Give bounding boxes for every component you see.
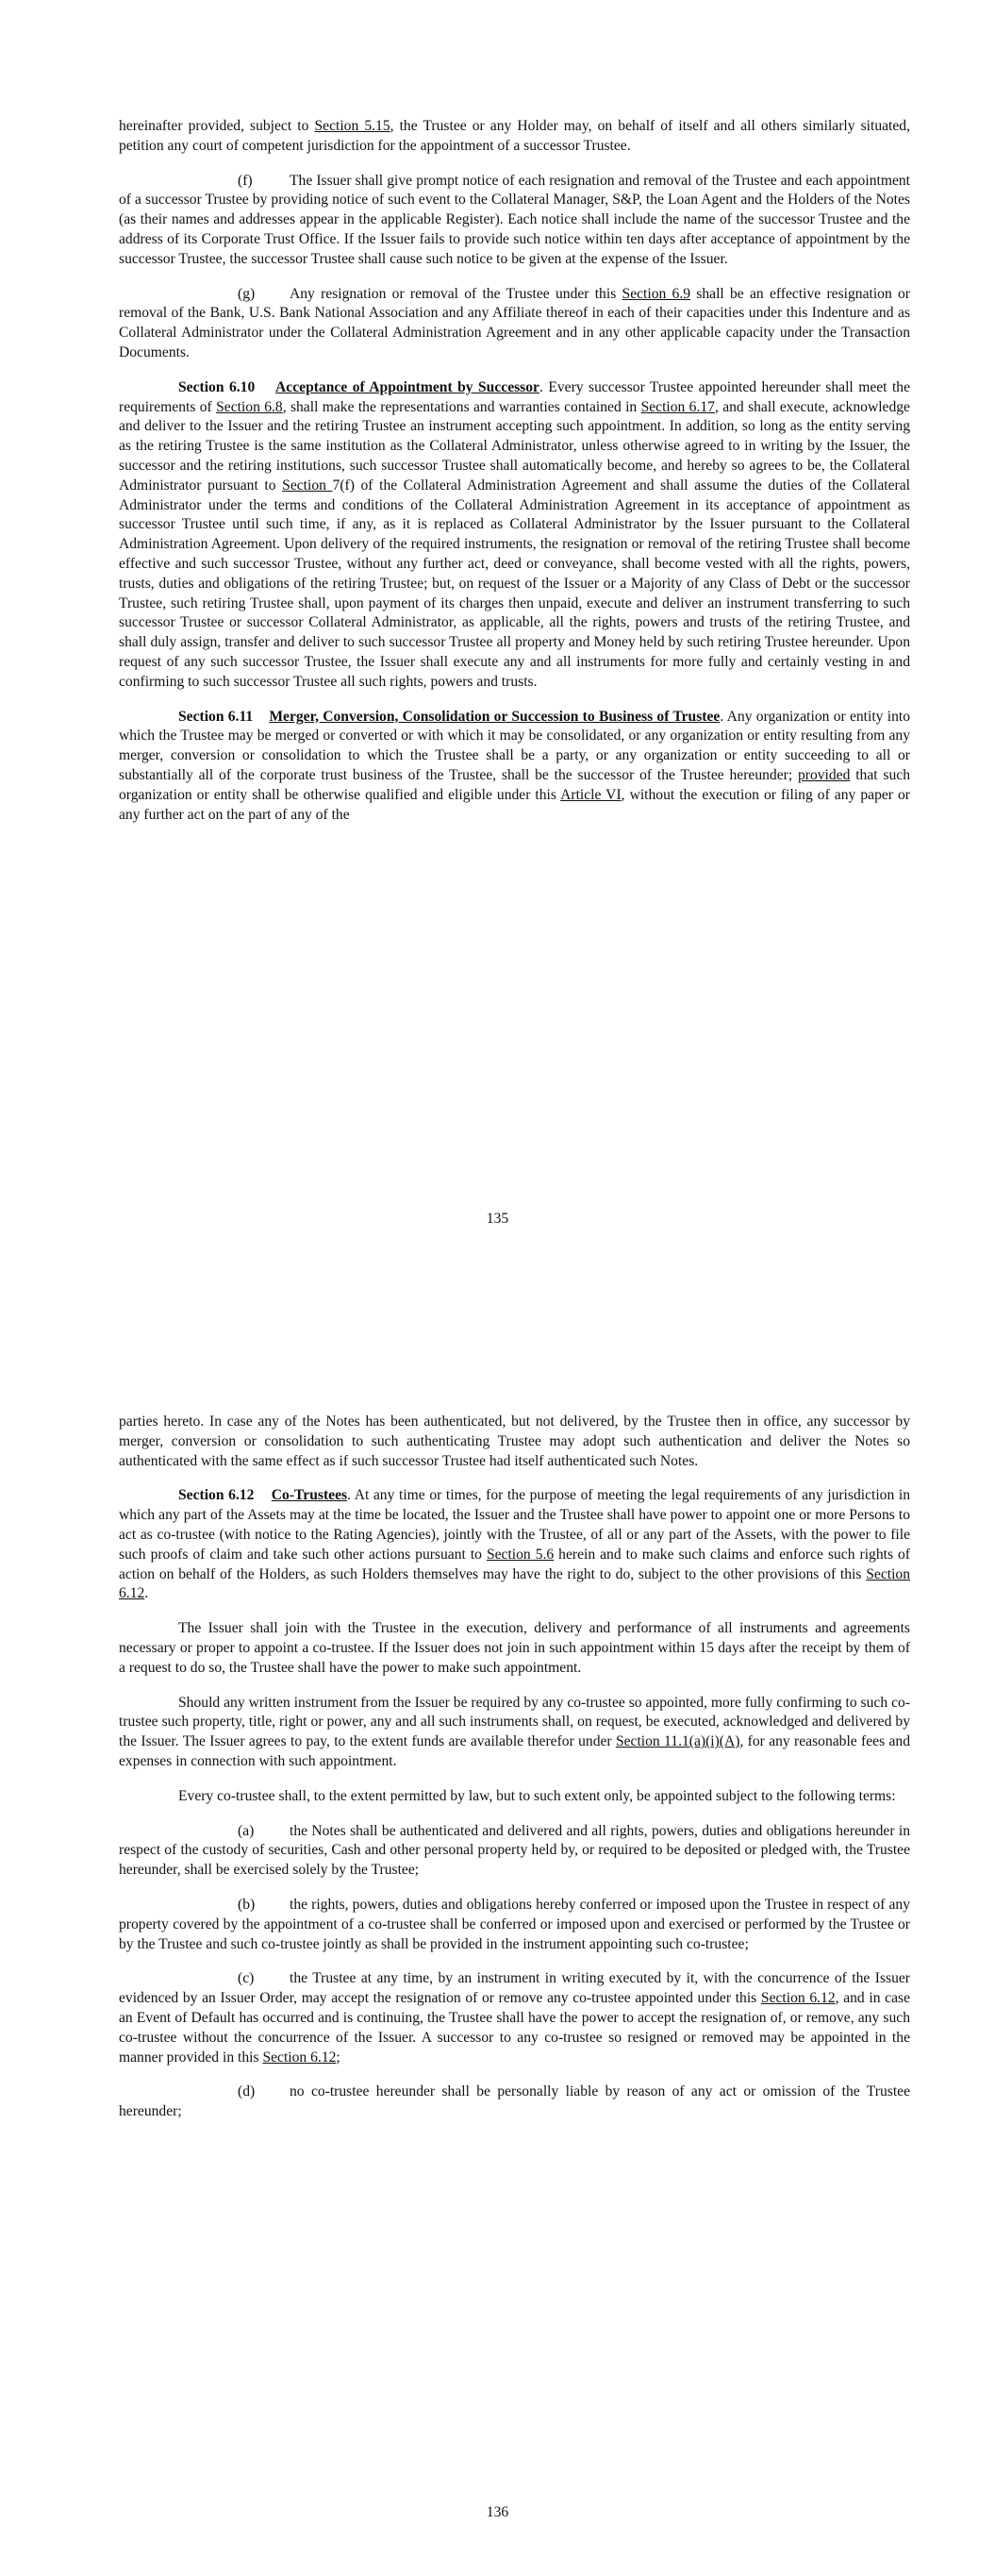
cross-reference: Article VI [560, 786, 622, 803]
section-title: Co-Trustees [271, 1487, 348, 1504]
page-number: 135 [486, 1211, 509, 1227]
clause-number: (g) [238, 285, 256, 302]
clause-c: (c) the Trustee at any time, by an instrument in writing executed by it, with the concurrence of the Issuer evidenced by an Issuer Order, may accept the resignation of or remove any co-trustee appointed under this Section 6.12, and in case an Event of Default has occurred and is continuing, the Trustee shall have the power to accept the resignation of, or remove, any such co-trustee without the concurrence of the Issuer. A successor to any co-trustee so resigned or removed may be appointed in the manner provided in this Section 6.12; [119, 1970, 910, 2066]
clause-number: (c) [238, 1970, 255, 1987]
section-title: Acceptance of Appointment by Successor [275, 378, 539, 395]
clause-b: (b) the rights, powers, duties and obligations hereby conferred or imposed upon the Trustee in respect of any property covered by the appointment of a co-trustee shall be conferred or imposed upon and exercised or performed by the Trustee or by the Trustee and such co-trustee jointly as shall be provided in the instrument appointing such co-trustee; [119, 1896, 910, 1952]
section-6-11: Section 6.11 Merger, Conversion, Consolidation or Succession to Business of Trustee. Any organization or entity into which the Trustee may be merged or converted or with which it may be consolidated, or any organization or entity resulting from any merger, conversion or consolidation to which the Trustee shall be a party, or any organization or entity succeeding to all or substantially all of the corporate trust business of the Trustee, shall be the successor of the Trustee hereunder; provided that such organization or entity shall be otherwise qualified and eligible under this Article VI, without the execution or filing of any paper or any further act on the part of any of the [119, 708, 911, 823]
section-label: Section 6.11 [178, 708, 254, 725]
cross-reference: Section 5.6 [486, 1546, 555, 1563]
clause-f: (f) The Issuer shall give prompt notice of each resignation and removal of the Trustee and each appointment of a successor Trustee by providing notice of such event to the Collateral Manager, S&P, the Loan Agent and the Holders of the Notes (as their names and addresses appear in the applicable Register). Each notice shall include the name of the successor Trustee and the address of its Corporate Trust Office. If the Issuer fails to provide such notice within ten days after acceptance of appointment by the successor Trustee, the successor Trustee shall cause such notice to be given at the expense of the Issuer. [119, 172, 910, 267]
section-title: Merger, Conversion, Consolidation or Succession to Business of Trustee [269, 708, 721, 725]
section-label: Section 6.10 [178, 378, 256, 395]
section-6-10: Section 6.10 Acceptance of Appointment by Successor. Every successor Trustee appointed hereunder shall meet the requirements of Section 6.8, shall make the representations and warranties contained in Section 6.17, and shall execute, acknowledge and deliver to the Issuer and the retiring Trustee an instrument accepting such appointment. In addition, so long as the entity serving as the retiring Trustee is the same institution as the Collateral Administrator, unless otherwise agreed to in writing by the Issuer, the successor and the retiring institutions, such successor Trustee shall automatically become, and hereby so agrees to be, the Collateral Administrator pursuant to Section 7(f) of the Collateral Administration Agreement and shall assume the duties of the Collateral Administrator under the terms and conditions of the Collateral Administration Agreement in its acceptance of appointment as successor Trustee until such time, if any, as it is replaced as Collateral Administrator by the Issuer pursuant to the Collateral Administration Agreement. Upon delivery of the required instruments, the resignation or removal of the retiring Trustee shall become effective and such successor Trustee, without any further act, deed or conveyance, shall become vested with all the rights, powers, trusts, duties and obligations of the retiring Trustee; but, on request of the Issuer or a Majority of any Class of Debt or the successor Trustee, such retiring Trustee shall, upon payment of its charges then unpaid, execute and deliver an instrument transferring to such successor Trustee or successor Collateral Administrator, as applicable, all the rights, powers and trusts of the retiring Trustee, and shall duly assign, transfer and deliver to such successor Trustee all property and Money held by such retiring Trustee hereunder. Upon request of any such successor Trustee, the Issuer shall execute any and all instruments for more fully and certainly vesting in and confirming to such successor Trustee all such rights, powers and trusts. [119, 378, 911, 690]
clause-d: (d) no co-trustee hereunder shall be personally liable by reason of any act or omission of the Trustee hereunder; [119, 2083, 910, 2120]
cross-reference: Section 6.9 [622, 285, 691, 302]
clause-number: (d) [238, 2083, 256, 2100]
page-number: 136 [486, 2504, 509, 2520]
cross-reference: Section 6.17 [640, 398, 715, 415]
cross-reference: Section 6.8 [216, 398, 283, 415]
page-136-body [119, 1413, 910, 2137]
section-label: Section 6.12 [178, 1487, 255, 1504]
paragraph: Should any written instrument from the Issuer be required by any co-trustee so appointed, more fully confirming to such co-trustee such property, title, right or power, any and all such instruments shall, on request, be executed, acknowledged and delivered by the Issuer. The Issuer agrees to pay, to the extent funds are available therefor under Section 11.1(a)(i)(A), for any reasonable fees and expenses in connection with such appointment. [119, 1694, 910, 1769]
paragraph: The Issuer shall join with the Trustee in the execution, delivery and performance of all instruments and agreements necessary or proper to appoint a co-trustee. If the Issuer does not join in such appointment within 15 days after the receipt by them of a request to do so, the Trustee shall have the power to make such appointment. [119, 1620, 910, 1676]
clause-number: (a) [238, 1822, 255, 1839]
paragraph-continuation: parties hereto. In case any of the Notes has been authenticated, but not delivered, by the Trustee then in office, any successor by merger, conversion or consolidation to such authenticating Trustee may adopt such authentication and deliver the Notes so authenticated with the same effect as if such successor Trustee had itself authenticated such Notes. [119, 1413, 910, 1469]
clause-a: (a) the Notes shall be authenticated and delivered and all rights, powers, duties and obligations hereunder in respect of the custody of securities, Cash and other personal property held by, or required to be deposited or pledged with, the Trustee hereunder, shall be exercised solely by the Trustee; [119, 1822, 910, 1879]
cross-reference: Section 6.12 [262, 2049, 337, 2066]
cross-reference: Section 5.15 [314, 118, 390, 134]
cross-reference: Section 11.1(a)(i)(A) [615, 1733, 740, 1750]
section-6-12: Section 6.12 Co-Trustees. At any time or times, for the purpose of meeting the legal requirements of any jurisdiction in which any part of the Assets may at the time be located, the Issuer and the Trustee shall have power to appoint one or more Persons to act as co-trustee (with notice to the Rating Agencies), jointly with the Trustee, of all or any part of the Assets, with the power to file such proofs of claim and take such other actions pursuant to Section 5.6 herein and to make such claims and enforce such rights of action on behalf of the Holders, as such Holders themselves may have the right to do, subject to the other provisions of this Section 6.12. [119, 1487, 910, 1602]
cross-reference: provided [797, 766, 851, 783]
clause-number: (b) [238, 1896, 256, 1913]
clause-number: (f) [238, 172, 253, 189]
paragraph-continuation: hereinafter provided, subject to Section 5.15, the Trustee or any Holder may, on behalf of itself and all others similarly situated, petition any court of competent jurisdiction for the appointment of a successor Trustee. [119, 118, 910, 154]
page-135-body [119, 117, 910, 840]
cross-reference: Section [282, 477, 333, 493]
clause-g: (g) Any resignation or removal of the Trustee under this Section 6.9 shall be an effective resignation or removal of the Bank, U.S. Bank National Association and any Affiliate thereof in each of their capacities under this Indenture and as Collateral Administrator under the Collateral Administration Agreement and in any other applicable capacity under the Transaction Documents. [119, 285, 910, 360]
cross-reference: Section 6.12 [119, 1565, 910, 1602]
paragraph: Every co-trustee shall, to the extent permitted by law, but to such extent only, be appointed subject to the following terms: [178, 1787, 896, 1804]
cross-reference: Section 6.12 [760, 1990, 836, 2007]
page-136 [0, 1288, 995, 2576]
